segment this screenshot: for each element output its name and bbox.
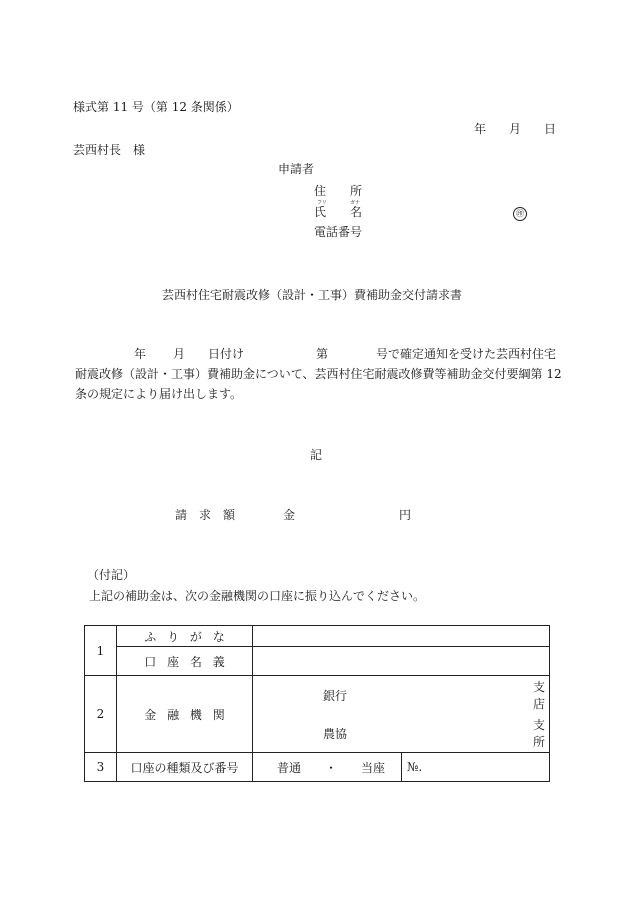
table-row xyxy=(85,753,550,782)
account-number-field[interactable] xyxy=(402,753,550,782)
table-row xyxy=(85,676,550,753)
seal-mark xyxy=(513,206,527,221)
date-year: 年 xyxy=(474,122,487,136)
table-row xyxy=(85,626,550,647)
body-line1-rest: 号で確定通知を受けた芸西村住宅 xyxy=(376,347,557,361)
addressee: 芸西村長 様 xyxy=(73,143,146,157)
name-ruby-2: ガナ xyxy=(350,200,361,206)
date-month: 月 xyxy=(509,122,522,136)
document-title: 芸西村住宅耐震改修（設計・工事）費補助金交付請求書 xyxy=(162,288,463,302)
branch-label: 支店 xyxy=(533,680,546,711)
body-no: 第 xyxy=(316,347,329,361)
dot-separator: ・ xyxy=(325,760,338,775)
note-text: 上記の補助金は、次の金融機関の口座に振り込んでください。 xyxy=(89,589,426,603)
body-year: 年 xyxy=(134,347,147,361)
amount-label: 請 求 額 xyxy=(175,508,236,522)
name-ruby-1: フリ xyxy=(317,200,327,206)
office-label: 支所 xyxy=(533,718,546,749)
account-type-options[interactable] xyxy=(253,753,402,782)
phone-label: 電話番号 xyxy=(314,225,363,239)
form-number: 様式第 11 号（第 12 条関係） xyxy=(73,100,239,114)
body-month: 月 xyxy=(173,347,186,361)
row2-no: 2 xyxy=(85,676,117,753)
row1-no: 1 xyxy=(85,626,117,676)
furigana-field[interactable] xyxy=(253,626,550,647)
ki-heading: 記 xyxy=(310,448,323,462)
financial-institution-label: 金融機関 xyxy=(117,676,253,753)
account-table xyxy=(84,625,550,782)
body-dated: 日付け xyxy=(208,347,245,361)
note-header: （付記） xyxy=(87,568,136,582)
table-row xyxy=(85,647,550,676)
address-label: 住 所 xyxy=(314,184,363,198)
financial-institution-field[interactable] xyxy=(253,676,550,753)
amount-yen: 円 xyxy=(399,508,412,522)
current-option[interactable]: 当座 xyxy=(361,760,386,775)
coop-label: 農協 xyxy=(323,726,348,741)
date-day: 日 xyxy=(544,122,557,136)
furigana-label: ふりがな xyxy=(117,626,253,647)
row3-no: 3 xyxy=(85,753,117,782)
applicant-label: 申請者 xyxy=(278,162,315,176)
account-type-label: 口座の種類及び番号 xyxy=(117,753,253,782)
seal-icon: ㊞ xyxy=(513,207,527,221)
account-holder-field[interactable] xyxy=(253,647,550,676)
number-mark: №. xyxy=(407,760,423,774)
body-line2: 耐震改修（設計・工事）費補助金について、芸西村住宅耐震改修費等補助金交付要綱第 12 xyxy=(75,367,562,381)
name-label: 氏 名 xyxy=(314,205,363,219)
amount-kin: 金 xyxy=(283,508,296,522)
bank-label: 銀行 xyxy=(323,688,348,703)
account-holder-label: 口座名義 xyxy=(117,647,253,676)
body-line3: 条の規定により届け出します。 xyxy=(75,387,243,401)
ordinary-option[interactable]: 普通 xyxy=(277,760,302,775)
